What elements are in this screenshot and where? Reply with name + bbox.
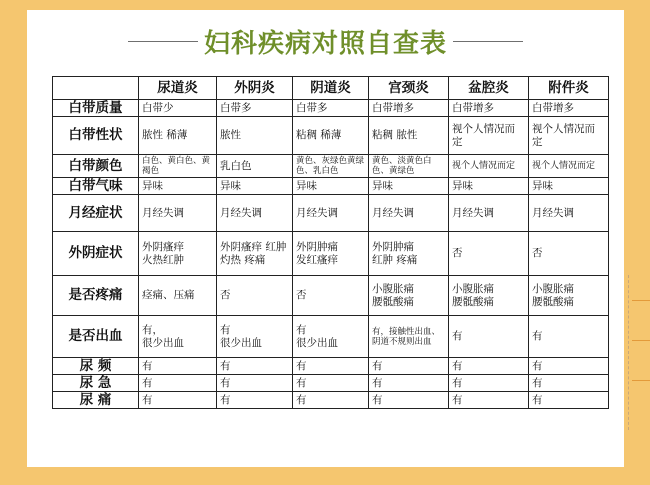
table-cell: 有 (293, 392, 369, 409)
table-cell: 视个人情况而定 (449, 117, 529, 155)
page-title: 妇科疾病对照自查表 (203, 28, 447, 59)
table-cell: 有 (217, 358, 293, 375)
table-cell: 脓性 稀薄 (139, 117, 217, 155)
row-label: 月经症状 (53, 195, 139, 232)
table-cell: 异味 (293, 178, 369, 195)
table-row (53, 358, 609, 375)
title-row (27, 20, 624, 62)
table-cell: 异味 (217, 178, 293, 195)
row-label: 白带质量 (53, 100, 139, 117)
table-row (53, 232, 609, 276)
table-cell: 月经失调 (529, 195, 609, 232)
table-cell: 白带多 (217, 100, 293, 117)
header-row (53, 77, 609, 100)
table-cell: 视个人情况而定 (449, 155, 529, 178)
table-cell: 否 (217, 276, 293, 316)
table-cell: 小腹胀痛 腰骶酸痛 (449, 276, 529, 316)
table-cell: 有 (293, 375, 369, 392)
table-cell: 小腹胀痛 腰骶酸痛 (369, 276, 449, 316)
table-row (53, 276, 609, 316)
table-cell: 月经失调 (139, 195, 217, 232)
header-cell: 外阴炎 (217, 77, 293, 100)
table-cell: 异味 (139, 178, 217, 195)
table-cell: 有 (139, 392, 217, 409)
table-row (53, 178, 609, 195)
table-cell: 白带少 (139, 100, 217, 117)
row-label: 是否出血 (53, 316, 139, 358)
table-cell: 有 (449, 358, 529, 375)
table-cell: 外阴瘙痒 红肿 灼热 疼痛 (217, 232, 293, 276)
table-cell: 白带增多 (529, 100, 609, 117)
table-cell: 有 (529, 375, 609, 392)
table-cell: 乳白色 (217, 155, 293, 178)
table-cell: 异味 (369, 178, 449, 195)
row-label: 白带性状 (53, 117, 139, 155)
table-cell: 有 (529, 316, 609, 358)
table-cell: 外阴肿痛 红肿 疼痛 (369, 232, 449, 276)
table-cell: 外阴瘙痒 火热红肿 (139, 232, 217, 276)
table-cell: 白带增多 (369, 100, 449, 117)
table-row (53, 195, 609, 232)
table-cell: 异味 (449, 178, 529, 195)
side-rule (632, 300, 650, 301)
table-cell: 有 (217, 375, 293, 392)
table-cell: 脓性 (217, 117, 293, 155)
header-cell: 附件炎 (529, 77, 609, 100)
row-label: 白带气味 (53, 178, 139, 195)
table-cell: 有 (293, 358, 369, 375)
slide (27, 10, 624, 467)
table-cell: 月经失调 (217, 195, 293, 232)
table-cell: 有 (449, 316, 529, 358)
table-cell: 有 (369, 392, 449, 409)
table-cell: 有 (217, 392, 293, 409)
table-cell: 有 (139, 358, 217, 375)
table-cell: 否 (529, 232, 609, 276)
table-cell: 有 (369, 375, 449, 392)
table-row (53, 117, 609, 155)
table-cell: 有， 很少出血 (139, 316, 217, 358)
table-cell: 黄色、淡黄色白色、黄绿色 (369, 155, 449, 178)
title-right-rule (453, 41, 523, 42)
row-label: 是否疼痛 (53, 276, 139, 316)
table-row (53, 316, 609, 358)
table-cell: 视个人情况而定 (529, 155, 609, 178)
row-label: 外阴症状 (53, 232, 139, 276)
table-cell: 视个人情况而定 (529, 117, 609, 155)
header-corner (53, 77, 139, 100)
comparison-table (52, 76, 609, 409)
header-cell: 宫颈炎 (369, 77, 449, 100)
table-row (53, 155, 609, 178)
side-dashed-rule (628, 275, 629, 430)
table-cell: 异味 (529, 178, 609, 195)
table-cell: 有 很少出血 (217, 316, 293, 358)
table-cell: 有，接触性出血、 阴道不规则出血 (369, 316, 449, 358)
table-cell: 有 (449, 375, 529, 392)
row-label: 白带颜色 (53, 155, 139, 178)
table-cell: 白带增多 (449, 100, 529, 117)
header-cell: 盆腔炎 (449, 77, 529, 100)
table-cell: 月经失调 (449, 195, 529, 232)
table-cell: 否 (449, 232, 529, 276)
table-cell: 小腹胀痛 腰骶酸痛 (529, 276, 609, 316)
table-cell: 有 (529, 358, 609, 375)
table-cell: 黄色、灰绿色黄绿色、乳白色 (293, 155, 369, 178)
table-row (53, 392, 609, 409)
table-row (53, 100, 609, 117)
side-rule (632, 340, 650, 341)
table-cell: 白带多 (293, 100, 369, 117)
header-cell: 阴道炎 (293, 77, 369, 100)
table-cell: 有 (369, 358, 449, 375)
table-cell: 外阴肿痛 发红瘙痒 (293, 232, 369, 276)
table-cell: 否 (293, 276, 369, 316)
table-cell: 有 (449, 392, 529, 409)
table-row (53, 375, 609, 392)
table-cell: 痉痛、压痛 (139, 276, 217, 316)
table-cell: 有 很少出血 (293, 316, 369, 358)
table-cell: 有 (529, 392, 609, 409)
row-label: 尿 痛 (53, 392, 139, 409)
table-cell: 月经失调 (293, 195, 369, 232)
table-cell: 有 (139, 375, 217, 392)
table-cell: 粘稠 稀薄 (293, 117, 369, 155)
side-rule (632, 380, 650, 381)
table-cell: 月经失调 (369, 195, 449, 232)
table-cell: 粘稠 脓性 (369, 117, 449, 155)
table-cell: 白色、黄白色、黄褐色 (139, 155, 217, 178)
row-label: 尿 频 (53, 358, 139, 375)
row-label: 尿 急 (53, 375, 139, 392)
header-cell: 尿道炎 (139, 77, 217, 100)
title-left-rule (128, 41, 198, 42)
